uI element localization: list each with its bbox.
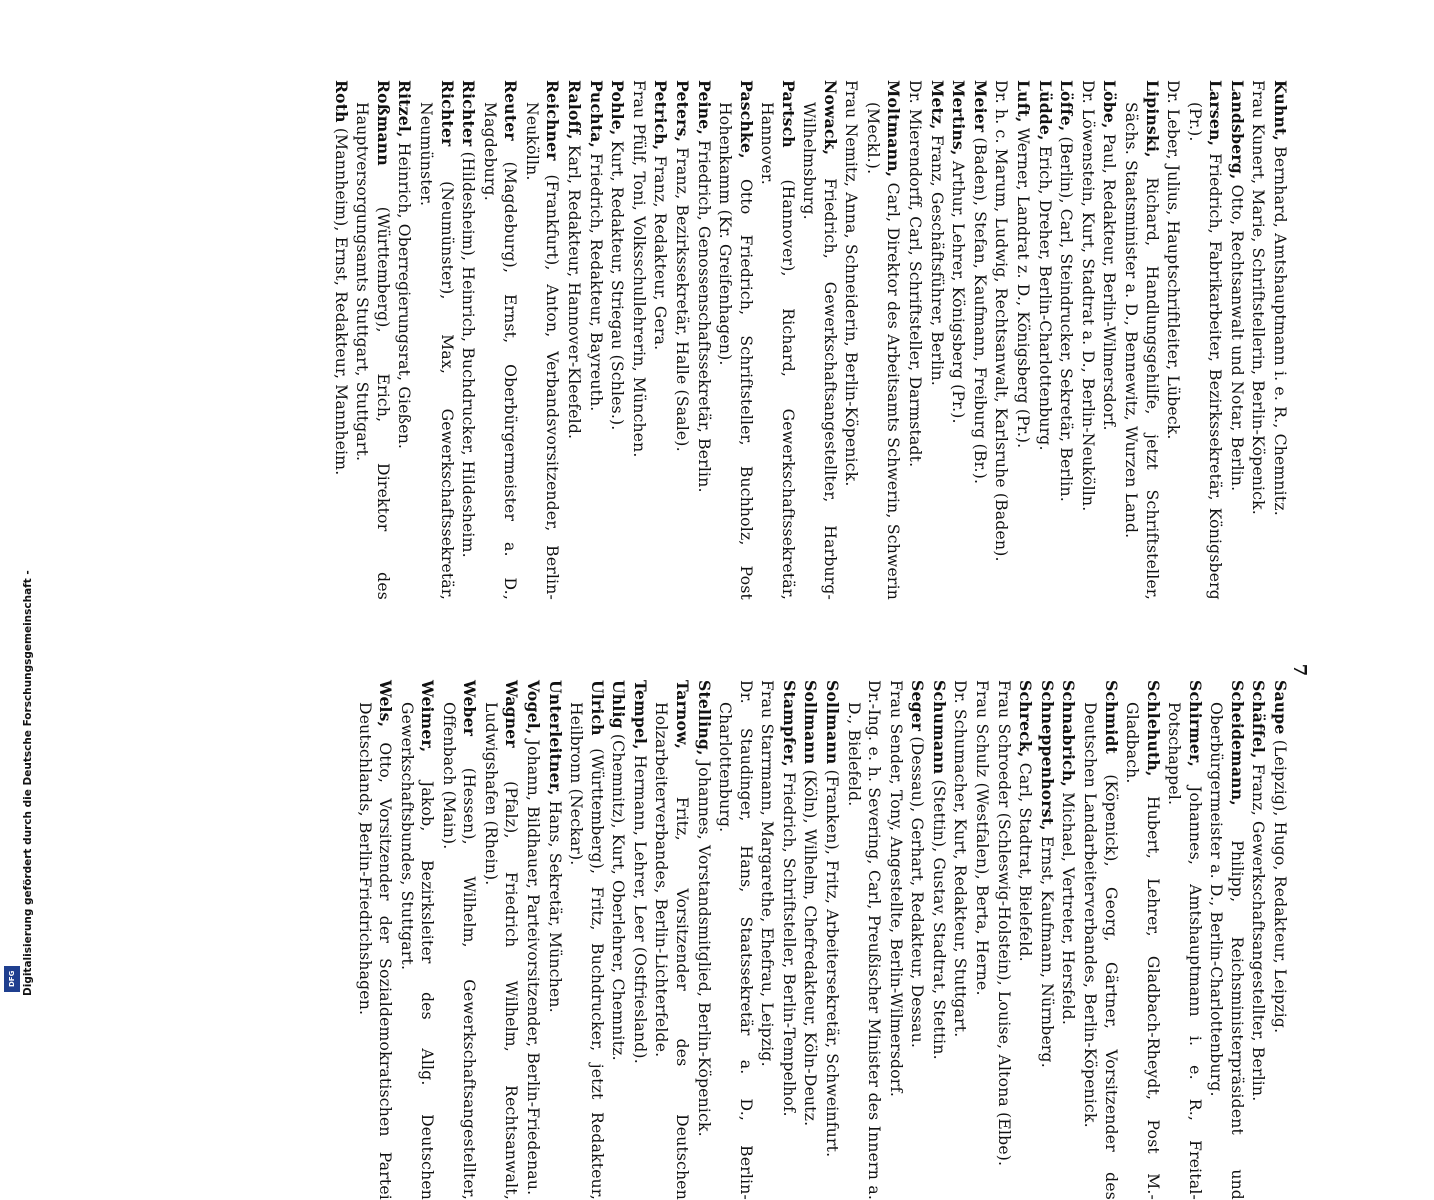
entry-name: Mertins, — [949, 80, 969, 156]
list-item — [822, 680, 843, 1200]
entry-details: Otto, Vorsitzender der Sozialdemokratischen Partei Deutschlands, Berlin-Friedrichshagen. — [355, 702, 395, 1200]
list-item — [1226, 80, 1247, 600]
entry-details: Philipp, Reichsministerpräsident und Oberbürgermeister a. D., Berlin-Charlottenburg. — [1207, 702, 1246, 1200]
entry-details: (Magdeburg), Ernst, Oberbürgermeister a. D., Magdeburg. — [480, 102, 520, 600]
entry-name: Moltmann, — [884, 80, 904, 178]
entry-name: Partsch — [778, 80, 798, 148]
entry-name: Schreck, — [1016, 680, 1036, 758]
entry-details: (Neumünster), Max, Gewerkschaftssekretär, Neumünster. — [417, 102, 456, 600]
entry-name: Unterleitner, — [545, 680, 565, 796]
list-item — [841, 80, 862, 600]
list-item — [693, 680, 714, 1200]
entry-details: (Hessen), Wilhelm, Gewerkschaftsangestellter, Offenbach (Main). — [439, 702, 479, 1200]
entry-details: (Württemberg), Fritz, Buchdrucker, jetzt Redakteur, Heilbronn (Neckar). — [567, 702, 606, 1200]
list-item — [629, 680, 650, 1200]
list-item — [948, 80, 969, 600]
entry-name: Wagner — [502, 680, 522, 748]
rotated-text-block — [115, 80, 1310, 1200]
entry-details: Franz, Gewerkschaftsangestellter, Berlin. — [1249, 763, 1268, 1102]
list-item — [522, 680, 543, 1200]
entry-details: Johannes, Amtshauptmann i. e. R., Freital-Potschappel. — [1165, 702, 1204, 1200]
entry-name: Löbe, — [1100, 80, 1120, 129]
list-item — [863, 80, 904, 600]
entry-name: Sollmann — [823, 680, 842, 765]
entry-details: (Chemnitz), Kurt, Oberlehrer, Chemnitz. — [609, 733, 628, 1061]
list-item — [843, 680, 884, 1200]
entry-details: Dr. Löwenstein, Kurt, Stadtrat a. D., Berlin-Neukölln. — [1078, 80, 1097, 512]
list-item — [608, 680, 629, 1200]
entry-name: Vogel, — [523, 680, 543, 735]
entry-name: Kuhnt, — [1271, 80, 1290, 142]
list-item — [607, 80, 628, 600]
left-column — [329, 80, 1290, 600]
list-item — [671, 80, 692, 600]
entry-name: Scheidemann, — [1227, 680, 1247, 806]
list-item — [1184, 80, 1225, 600]
entry-details: (Hannover), Richard, Gewerkschaftssekretär, Hannover. — [758, 102, 797, 600]
list-item — [1270, 80, 1291, 600]
entry-details: Friedrich, Gewerkschaftsangestellter, Harburg-Wilhelmsburg. — [800, 102, 839, 600]
entry-details: Hubert, Lehrer, Gladbach-Rheydt, Post M.-Gladbach. — [1123, 702, 1162, 1200]
list-item — [1036, 680, 1057, 1200]
list-item — [799, 80, 840, 600]
entry-name: Schlehuth, — [1143, 680, 1163, 777]
list-item — [1122, 680, 1163, 1200]
list-item — [950, 680, 971, 1200]
entry-details: (Mannheim), Ernst, Redakteur, Mannheim. — [331, 127, 350, 476]
list-item — [651, 680, 692, 1200]
entry-details: Kurt, Redakteur, Striegau (Schles.). — [608, 140, 627, 431]
entry-name: Schäffel, — [1249, 680, 1269, 759]
entry-name: Schumann — [929, 680, 949, 775]
entry-name: Ritzel, — [395, 80, 415, 138]
list-item — [969, 80, 990, 600]
list-item — [905, 80, 926, 600]
entry-details: (Württemberg), Erich, Direktor des Hauptversorgungsamts Stuttgart, Stuttgart. — [353, 102, 392, 600]
entry-name: Peine, — [694, 80, 714, 136]
entry-name: Seger — [908, 680, 928, 732]
entry-details: Otto, Rechtsanwalt und Notar, Berlin. — [1227, 184, 1246, 492]
entry-details: Heinrich, Oberregierungsrat, Gießen. — [395, 142, 414, 450]
list-item — [715, 80, 756, 600]
list-item — [1248, 680, 1269, 1200]
list-item — [352, 80, 393, 600]
entry-details: Erich, Dreher, Berlin-Charlottenburg. — [1035, 145, 1054, 451]
entry-details: Frau Kunert, Marie, Schriftstellerin, Berlin-Köpenick. — [1249, 80, 1268, 515]
list-item — [628, 80, 649, 600]
entry-name: Luft, — [1014, 80, 1034, 123]
entry-name: Tempel, — [630, 680, 650, 750]
list-item — [544, 680, 565, 1200]
entry-details: Frau Pfülf, Toni, Volksschullehrerin, München. — [629, 80, 648, 458]
entry-name: Wels, — [376, 680, 396, 728]
entry-details: Dr. Leber, Julius, Hauptschriftleiter, Lübeck. — [1164, 80, 1183, 440]
entry-name: Petrich, — [651, 80, 671, 151]
entry-details: Frau Nemitz, Anna, Schneiderin, Berlin-Köpenick. — [842, 80, 861, 487]
list-item — [480, 680, 521, 1200]
entry-name: Larsen, — [1206, 80, 1226, 147]
entry-name: Richter — [459, 80, 479, 147]
list-item — [1077, 80, 1098, 600]
entry-name: Reichner — [543, 80, 563, 161]
list-item — [394, 80, 415, 600]
page-number: 7 — [1289, 663, 1310, 677]
entry-details: Dr. h. c. Marum, Ludwig, Rechtsanwalt, Karlsruhe (Baden). — [992, 80, 1011, 562]
list-item — [566, 680, 607, 1200]
entry-details: Bernhard, Amtshauptmann i. e. R., Chemnitz. — [1271, 146, 1289, 516]
entry-name: Peters, — [672, 80, 692, 143]
entry-details: Ernst, Kaufmann, Nürnberg. — [1037, 835, 1056, 1068]
entry-details: Otto Friedrich, Schriftsteller, Buchholz, Post Hohenkamm (Kr. Greifenhagen). — [716, 102, 755, 600]
entry-name: Metz, — [927, 80, 947, 130]
entry-name: Schmidt — [1101, 680, 1121, 755]
list-item — [991, 80, 1012, 600]
entry-name: Stelling, — [694, 680, 714, 756]
entry-name: Raloff, — [564, 80, 584, 140]
entry-name: Richter — [437, 80, 457, 147]
entry-details: Carl, Direktor des Arbeitsamts Schwerin, Schwerin (Meckl.). — [864, 102, 903, 600]
entry-details: Karl, Redakteur, Hannover-Kleefeld. — [564, 144, 583, 440]
entry-details: Friedrich, Redakteur, Bayreuth. — [586, 153, 605, 412]
entry-name: Lipinski, — [1142, 80, 1162, 158]
list-item — [396, 680, 437, 1200]
list-item — [563, 80, 584, 600]
entry-details: Fritz, Vorsitzender des Deutschen Holzarbeiterverbandes, Berlin-Lichterfelde. — [652, 702, 691, 1200]
entry-name: Weimer, — [418, 680, 438, 753]
list-item — [1080, 680, 1121, 1200]
entry-name: Schnabrich, — [1059, 680, 1079, 788]
entry-details: Werner, Landrat z. D., Königsberg (Pr.). — [1014, 127, 1033, 449]
entry-details: Friedrich, Genossenschaftssekretär, Berlin. — [694, 140, 713, 493]
list-item — [479, 80, 520, 600]
entry-details: Johannes, Vorstandsmitglied, Berlin-Köpenick. — [694, 760, 713, 1137]
entry-name: Schirmer, — [1185, 680, 1205, 767]
list-item — [757, 680, 778, 1200]
list-item — [993, 680, 1014, 1200]
entry-details: (Franken), Fritz, Arbeitersekretär, Schweinfurt. — [823, 769, 841, 1158]
entry-details: Hermann, Lehrer, Leer (Ostfriesland). — [630, 754, 649, 1064]
entry-name: Paschke, — [736, 80, 756, 159]
entry-name: Roth — [331, 80, 351, 123]
entry-name: Tarnow, — [672, 680, 692, 750]
entry-details: Carl, Stadtrat, Bielefeld. — [1016, 762, 1035, 962]
list-item — [416, 80, 457, 600]
entry-name: Reuter — [501, 80, 521, 141]
list-item — [650, 80, 671, 600]
list-item — [585, 80, 606, 600]
entry-name: Löffe, — [1057, 80, 1077, 132]
entry-name: Lüdde, — [1035, 80, 1055, 141]
entry-name: Ulrich — [587, 680, 607, 736]
entry-details: Frau Schulz (Westfalen), Berta, Herne. — [973, 680, 992, 996]
list-item — [926, 80, 947, 600]
list-item — [330, 80, 351, 600]
list-item — [1034, 80, 1055, 600]
list-item — [458, 80, 479, 600]
list-item — [1056, 80, 1077, 600]
entry-details: Frau Sender, Tony, Angestellte, Berlin-Wilmersdorf. — [886, 680, 905, 1098]
entry-details: Michael, Vertreter, Hersfeld. — [1059, 792, 1078, 1025]
entry-name: Schneppenhorst, — [1037, 680, 1057, 831]
entry-name: Sollmann — [801, 680, 821, 765]
entry-details: Friedrich, Schriftsteller, Berlin-Tempelhof. — [779, 772, 798, 1117]
entry-name: Uhlig — [609, 680, 629, 729]
entry-name: Puchta, — [586, 80, 606, 149]
entry-details: (Leipzig), Hugo, Redakteur, Leipzig. — [1271, 739, 1289, 1034]
right-column — [353, 680, 1290, 1200]
list-item — [1058, 680, 1079, 1200]
list-item — [354, 680, 395, 1200]
list-item — [1121, 80, 1162, 600]
entry-name: Roßmann — [373, 80, 393, 166]
entry-details: Jakob, Bezirksleiter des Allg. Deutschen Gewerkschaftsbundes, Stuttgart. — [397, 702, 437, 1200]
entry-details: Friedrich, Fabrikarbeiter, Bezirkssekretär, Königsberg (Pr.). — [1185, 102, 1225, 600]
entry-name: Saupe — [1271, 680, 1290, 735]
digitization-footer: Digitalisierung gefördert durch die Deutsche Forschungsgemeinschaft - — [22, 570, 34, 996]
entry-name: Meier — [970, 80, 990, 133]
entry-details: (Baden), Stefan, Kaufmann, Freiburg (Br.). — [970, 137, 989, 485]
entry-name: Pohle, — [608, 80, 628, 136]
entry-details: Frau Schroeder (Schleswig-Holstein), Louise, Altona (Elbe). — [994, 680, 1013, 1167]
entry-details: (Stettin), Gustav, Stadtrat, Stettin. — [929, 779, 948, 1060]
list-item — [907, 680, 928, 1200]
list-item — [928, 680, 949, 1200]
list-item — [715, 680, 756, 1200]
entry-details: Richard, Handlungsgehilfe, jetzt Schriftsteller, Sächs. Staatsminister a. D., Bennewitz, Wurzen Land. — [1122, 102, 1161, 600]
entry-details: (Frankfurt), Anton, Verbandsvorsitzender, Berlin-Neukölln. — [522, 102, 562, 600]
entry-details: (Berlin), Carl, Steindrucker, Sekretär, Berlin. — [1057, 136, 1076, 502]
entry-details: Franz, Bezirkssekretär, Halle (Saale). — [672, 147, 691, 452]
entry-name: Landsberg, — [1227, 80, 1247, 180]
entry-details: (Pfalz), Friedrich Wilhelm, Rechtsanwalt, Ludwigshafen (Rhein). — [481, 702, 521, 1200]
list-item — [521, 80, 562, 600]
list-item — [1015, 680, 1036, 1200]
list-item — [757, 80, 798, 600]
list-item — [885, 680, 906, 1200]
entry-details: Franz, Geschäftsführer, Berlin. — [927, 134, 946, 386]
list-item — [1270, 680, 1291, 1200]
entry-details: Dr. Staudinger, Hans, Staatssekretär a. D., Berlin-Charlottenburg. — [716, 680, 755, 1200]
entry-details: (Köpenick), Georg, Gärtner, Vorsitzender des Deutschen Landarbeiterverbandes, Berlin-Köpenick. — [1081, 702, 1120, 1200]
list-item — [800, 680, 821, 1200]
entry-details: (Hildesheim), Heinrich, Buchdrucker, Hildesheim. — [459, 151, 478, 558]
list-item — [1013, 80, 1034, 600]
entry-name: Stampfer, — [779, 680, 799, 767]
list-item — [1099, 80, 1120, 600]
list-item — [1206, 680, 1247, 1200]
entry-name: Weber — [460, 680, 480, 737]
list-item — [1164, 680, 1205, 1200]
entry-details: Hans, Sekretär, München. — [545, 800, 564, 1013]
entry-details: Johann, Bildhauer, Parteivorsitzender, Berlin-Friedenau. — [523, 739, 542, 1196]
list-item — [1248, 80, 1269, 600]
entry-details: Frau Starrmann, Margarethe, Ehefrau, Leipzig. — [758, 680, 777, 1067]
entry-details: Dr. Schumacher, Kurt, Redakteur, Stuttgart. — [951, 680, 970, 1038]
entry-details: Paul, Redakteur, Berlin-Wilmersdorf. — [1100, 133, 1119, 431]
entry-details: Dr.-Ing. e. h. Severing, Carl, Preußischer Minister des Innern a. D., Bielefeld. — [844, 680, 884, 1200]
list-item — [693, 80, 714, 600]
entry-details: Dr. Mierendorff, Carl, Schriftsteller, Darmstadt. — [906, 80, 925, 468]
list-item — [778, 680, 799, 1200]
list-item — [438, 680, 479, 1200]
entry-name: Nowack, — [820, 80, 840, 156]
list-item — [1163, 80, 1184, 600]
entry-details: (Dessau), Gerhart, Redakteur, Dessau. — [908, 736, 927, 1048]
entry-details: Arthur, Lehrer, Königsberg (Pr.). — [949, 160, 968, 424]
list-item — [972, 680, 993, 1200]
entry-details: Franz, Redakteur, Gera. — [651, 155, 670, 351]
entry-details: (Köln), Wilhelm, Chefredakteur, Köln-Deutz. — [801, 769, 820, 1127]
dfg-logo: DFG — [4, 966, 20, 992]
